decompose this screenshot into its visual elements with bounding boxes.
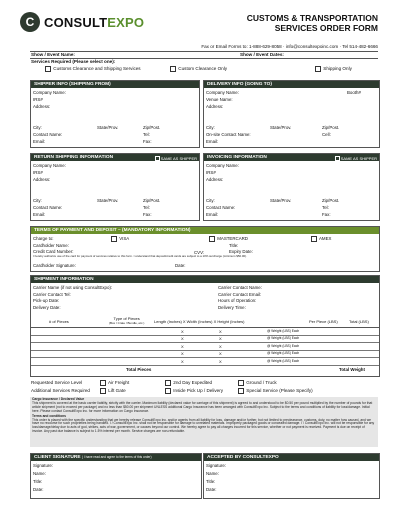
invoice-city[interactable]: City: [206,198,215,203]
option-customs-shipping[interactable]: Customs Clearance and Shipping Services [45,66,141,72]
delivery-company[interactable]: Company Name: [206,90,239,95]
weight-each-label: @ Weight (LBS) Each [267,358,300,363]
weight-each-label: @ Weight (LBS) Each [267,351,300,356]
payment-section [30,226,380,272]
accepted-signature[interactable]: Signature: [206,463,227,468]
times-sign: X [181,336,184,342]
pickup-date[interactable]: Pick-up Date: [33,298,60,303]
ground-option[interactable]: Ground / Truck [238,380,277,386]
amex-option[interactable]: AMEX [311,236,331,242]
delivery-address[interactable]: Address: [206,104,224,109]
return-company[interactable]: Company Name: [33,163,66,168]
checkbox[interactable] [170,66,176,72]
shipper-zip[interactable]: Zip/Post. [143,125,161,130]
shipper-irs[interactable]: IRS# [33,97,43,102]
client-signature-section [30,453,202,499]
total-weight: Total Weight [339,367,365,372]
client-date[interactable]: Date: [33,487,44,492]
return-zip[interactable]: Zip/Post. [143,198,161,203]
inside-pickup-option[interactable]: Inside Pick Up / Delivery [165,388,223,394]
invoice-irs[interactable]: IRS# [206,170,216,175]
col-dimensions: Length (Inches) X Width (Inches) X Height (Inches) [154,319,245,324]
accepted-header: ACCEPTED BY CONSULTEXPO [204,454,379,461]
shipper-tel[interactable]: Tel: [143,132,150,137]
carrier-contact-email[interactable]: Carrier Contact Email: [218,292,262,297]
client-signature-header: CLIENT SIGNATURE ( I have read and agree to the terms of this order) [31,454,201,461]
delivery-date[interactable]: Delivery Date: [33,305,61,310]
col-total: Total (LBS) [349,319,369,324]
option-customs-only[interactable]: Custom Clearance Only [170,66,227,72]
return-tel[interactable]: Tel: [143,205,150,210]
weight-each-label: @ Weight (LBS) Each [267,343,300,348]
expedited-option[interactable]: 2nd Day Expedited [165,380,212,386]
shipper-email[interactable]: Email: [33,139,46,144]
times-sign: X [219,343,222,349]
hours-of-operation[interactable]: Hours of Operation: [218,298,257,303]
form-title: CUSTOMS & TRANSPORTATION SERVICES ORDER FORM [246,13,378,33]
shipper-contact[interactable]: Contact Name: [33,132,63,137]
expiry-date[interactable]: Expiry Date: [229,249,253,254]
special-service-option[interactable]: Special Service (Please Specify) [238,388,313,394]
weight-each-label: @ Weight (LBS) Each [267,336,300,341]
return-fax[interactable]: Fax: [143,212,152,217]
delivery-email[interactable]: Email: [206,139,219,144]
invoice-contact[interactable]: Contact Name: [206,205,236,210]
times-sign: X [181,351,184,357]
cardholder-signature[interactable]: Cardholder Signature: [33,263,76,268]
col-pieces: # of Pieces [49,319,69,324]
shipper-header: SHIPPER INFO (SHIPPING FROM) [31,81,199,88]
table-row[interactable] [31,358,379,366]
visa-option[interactable]: VISA [111,236,129,242]
services-required-label: Services Required (Please select one): [31,59,116,64]
invoicing-section [203,153,380,221]
weight-each-label: @ Weight (LBS) Each [267,329,300,333]
invoicing-header: INVOICING INFORMATION SAME AS SHIPPER [204,154,379,161]
cc-number[interactable]: Credit Card Number: [33,249,74,254]
delivery-venue[interactable]: Venue Name: [206,97,233,102]
shipment-section [30,275,380,377]
cargo-terms-block [30,397,378,447]
delivery-zip[interactable]: Zip/Post. [322,125,340,130]
times-sign: X [181,358,184,364]
shipper-company[interactable]: Company Name: [33,90,66,95]
invoice-tel[interactable]: Tel: [322,205,329,210]
return-shipping-header: RETURN SHIPPING INFORMATION SAME AS SHIPPER [31,154,199,161]
logo [20,12,144,32]
invoice-company[interactable]: Company Name: [206,163,239,168]
carrier-contact-tel[interactable]: Carrier Contact Tel: [33,292,71,297]
delivery-booth[interactable]: Booth# [347,90,361,95]
return-email[interactable]: Email: [33,212,46,217]
client-name[interactable]: Name: [33,471,46,476]
payment-date[interactable]: Date: [175,263,186,268]
cvv[interactable]: CVV: [194,250,205,255]
carrier-contact-name[interactable]: Carrier Contact Name: [218,285,262,290]
delivery-city[interactable]: City: [206,125,215,130]
same-as-shipper-toggle[interactable]: SAME AS SHIPPER [335,155,377,162]
delivery-state[interactable]: State/Prov. [270,125,292,130]
charge-to-label: Charge to: [33,236,54,241]
shipper-fax[interactable]: Fax: [143,139,152,144]
authorization-text: I hereby authorize use of the card for payment of services relative to this form. I understand that deposit/credit cards are subject to a 10% surcharge (minimum $50.00). [33,254,247,258]
shipper-state[interactable]: State/Prov. [97,125,119,130]
times-sign: X [181,343,184,349]
logo-text: CONSULTEXPO [44,14,145,30]
lift-gate-option[interactable]: Lift Gate [100,388,126,394]
total-pieces: Total Pieces [126,367,152,372]
return-address[interactable]: Address: [33,177,51,182]
cargo-text: This shipment is covered at the basic carrier liability, strictly with the carrier. Maximum liability (declared value for carriage of this shipment) is agreed to and understood to be $0.50 per pound multiplied by the number of pounds for that article shipment (not to exceed per package) and no less than $50.00 per shipment UNLESS additional Cargo Insurance has been arranged with ConsultExpo Inc. Subject to the terms and conditions of liability for loss/damage. Initial here. Please contact ConsultExpo Inc. for more information on Cargo Insurance. [32,400,373,413]
delivery-onsite-contact[interactable]: On-site Contact Name: [206,132,251,137]
logo-mark: C [20,12,40,32]
shipper-address[interactable]: Address: [33,104,51,109]
delivery-time[interactable]: Delivery Time: [218,305,246,310]
shipper-city[interactable]: City: [33,125,42,130]
accepted-section [203,453,380,499]
invoice-fax[interactable]: Fax: [322,212,331,217]
checkbox[interactable] [315,66,321,72]
accepted-name[interactable]: Name: [206,471,219,476]
delivery-header: DELIVERY INFO (GOING TO) [204,81,379,88]
carrier-name[interactable]: Carrier Name (if not using ConsultExpo): [33,285,113,290]
checkbox[interactable] [45,66,51,72]
invoice-email[interactable]: Email: [206,212,219,217]
terms-text: This order is placed with the specific understanding that we hereby release ConsultExpo Inc. and/or agents from all liability for loss, damage and/or further, but not limited to preclearance, customs, duty, no matter how caused, and we have no recourse for such proprieties being handled. I / ConsultExpo Inc. shall not be responsible for damage to unrelated materials. Improperly packaged goods or concealed damage. I / ConsultExpo Inc. will not be responsible for any loss/damage/delay due to acts of god, strikes, acts of war, government, or causes beyond our control. We hereby agree to pay all charges incurred for this service, whether or not payment is received. Payment is due on receipt of invoice. Any past due balance is subject to 1.5% interest per month. Service charges are non-refundable. [32,417,375,434]
return-contact[interactable]: Contact Name: [33,205,63,210]
col-weight-per-piece: Per Piece (LBS) [309,319,338,324]
invoice-zip[interactable]: Zip/Post. [322,198,340,203]
mastercard-option[interactable]: MASTERCARD [209,236,248,242]
times-sign: X [181,329,184,334]
delivery-cell[interactable]: Cell: [322,132,331,137]
option-shipping-only[interactable]: Shipping Only [315,66,352,72]
cardholder-title[interactable]: Title: [229,243,239,248]
additional-services-label: Additional Services Required [31,388,90,393]
air-freight-option[interactable]: Air Freight [100,380,129,386]
return-city[interactable]: City: [33,198,42,203]
return-state[interactable]: State/Prov. [97,198,119,203]
terms-heading: Terms and conditions [32,413,67,418]
cardholder-name[interactable]: Cardholder Name: [33,243,69,248]
payment-header: TERMS OF PAYMENT AND DEPOSIT – (MANDATORY INFORMATION) [31,227,379,234]
return-irs[interactable]: IRS# [33,170,43,175]
show-event-dates[interactable]: Show / Event Dates: [240,52,284,57]
client-title[interactable]: Title: [33,479,43,484]
col-type: Type of Pieces (Box / Crate / Bundle, etc.) [109,316,145,325]
invoice-state[interactable]: State/Prov. [270,198,292,203]
client-signature[interactable]: Signature: [33,463,54,468]
accepted-title[interactable]: Title: [206,479,216,484]
shipment-header: SHIPMENT INFORMATION [31,276,379,283]
delivery-section [203,80,380,148]
same-as-shipper-toggle[interactable]: SAME AS SHIPPER [155,155,197,162]
show-event-name[interactable]: Show / Event Name: [31,52,75,57]
times-sign: X [219,336,222,342]
accepted-date[interactable]: Date: [206,487,217,492]
return-shipping-section [30,153,200,221]
times-sign: X [219,358,222,364]
shipper-section [30,80,200,148]
invoice-address[interactable]: Address: [206,177,224,182]
cargo-heading: Cargo Insurance / Declared Value [32,397,85,401]
contact-line: Fax or Email Forms to: 1-888-629-8058 · info@consultexpoinc.com · Tel 514-482-6666 [201,44,378,49]
times-sign: X [219,351,222,357]
times-sign: X [219,329,222,334]
requested-service-level: Requested Service Level [31,380,83,385]
